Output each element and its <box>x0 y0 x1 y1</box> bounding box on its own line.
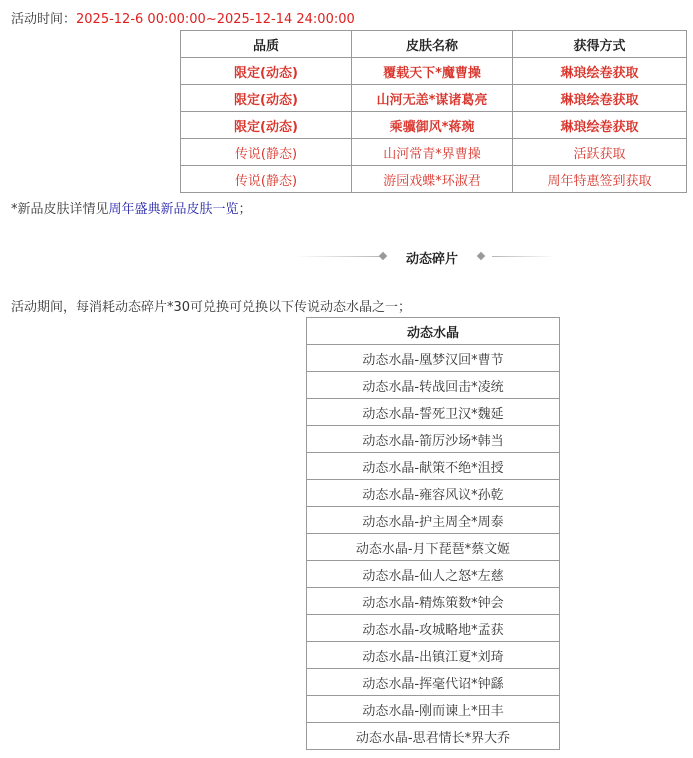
table-row <box>181 58 687 85</box>
skin-quality: 传说(静态) <box>181 139 352 166</box>
table-row <box>307 372 560 399</box>
skin-name: 覆载天下*魔曹操 <box>352 58 513 85</box>
exchange-rule-text: 活动期间，每消耗动态碎片*30可兑换可兑换以下传说动态水晶之一； <box>11 300 412 315</box>
event-time-line <box>11 8 355 27</box>
skin-table <box>180 30 687 193</box>
header-quality: 品质 <box>181 31 352 58</box>
table-row <box>307 399 560 426</box>
crystal-table-header: 动态水晶 <box>307 318 560 345</box>
table-row <box>307 642 560 669</box>
crystal-table-header-row <box>307 318 560 345</box>
skin-name: 山河常青*界曹操 <box>352 139 513 166</box>
table-row <box>307 453 560 480</box>
crystal-item: 动态水晶-转战回击*凌统 <box>307 372 560 399</box>
skin-note <box>11 198 252 217</box>
skin-quality: 限定(动态) <box>181 58 352 85</box>
note-suffix: ； <box>238 202 252 217</box>
header-obtain-method: 获得方式 <box>513 31 687 58</box>
skin-quality: 传说(静态) <box>181 166 352 193</box>
skin-obtain: 活跃获取 <box>513 139 687 166</box>
header-skin-name: 皮肤名称 <box>352 31 513 58</box>
table-row <box>307 507 560 534</box>
skin-obtain: 周年特惠签到获取 <box>513 166 687 193</box>
skin-obtain: 琳琅绘卷获取 <box>513 112 687 139</box>
crystal-item: 动态水晶-雍容风议*孙乾 <box>307 480 560 507</box>
crystal-item: 动态水晶-献策不绝*沮授 <box>307 453 560 480</box>
table-row <box>307 561 560 588</box>
table-row <box>307 615 560 642</box>
table-row <box>307 669 560 696</box>
skin-obtain: 琳琅绘卷获取 <box>513 85 687 112</box>
skin-obtain: 琳琅绘卷获取 <box>513 58 687 85</box>
table-row <box>181 85 687 112</box>
table-row <box>181 139 687 166</box>
event-time-label: 活动时间： <box>11 12 77 27</box>
diamond-icon <box>477 252 485 260</box>
skin-quality: 限定(动态) <box>181 112 352 139</box>
skin-name: 山河无恙*谋诸葛亮 <box>352 85 513 112</box>
table-row <box>307 480 560 507</box>
crystal-item: 动态水晶-挥毫代诏*钟繇 <box>307 669 560 696</box>
crystal-item: 动态水晶-攻城略地*孟获 <box>307 615 560 642</box>
crystal-item: 动态水晶-刚而谏上*田丰 <box>307 696 560 723</box>
section-title: 动态碎片 <box>406 252 459 267</box>
table-row <box>181 166 687 193</box>
crystal-item: 动态水晶-出镇江夏*刘琦 <box>307 642 560 669</box>
crystal-item: 动态水晶-箭厉沙场*韩当 <box>307 426 560 453</box>
note-prefix: *新品皮肤详情见 <box>11 202 109 217</box>
crystal-item: 动态水晶-思君情长*界大乔 <box>307 723 560 750</box>
new-skins-link[interactable]: 周年盛典新品皮肤一览 <box>108 202 239 217</box>
table-row <box>181 112 687 139</box>
divider-rule-right <box>492 256 556 257</box>
table-row <box>307 723 560 750</box>
skin-name: 乘骥御风*蒋琬 <box>352 112 513 139</box>
crystal-item: 动态水晶-月下琵琶*蔡文姬 <box>307 534 560 561</box>
table-row <box>307 534 560 561</box>
crystal-item: 动态水晶-护主周全*周泰 <box>307 507 560 534</box>
skin-quality: 限定(动态) <box>181 85 352 112</box>
table-row <box>307 345 560 372</box>
table-row <box>307 588 560 615</box>
crystal-table <box>306 317 560 750</box>
diamond-icon <box>379 252 387 260</box>
event-time-range: 2025-12-6 00:00:00~2025-12-14 24:00:00 <box>76 12 355 27</box>
crystal-item: 动态水晶-凰梦汉回*曹节 <box>307 345 560 372</box>
crystal-item: 动态水晶-精炼策数*钟会 <box>307 588 560 615</box>
crystal-item: 动态水晶-仙人之怒*左慈 <box>307 561 560 588</box>
table-row <box>307 696 560 723</box>
table-row <box>307 426 560 453</box>
skin-table-header-row <box>181 31 687 58</box>
crystal-item: 动态水晶-誓死卫汉*魏延 <box>307 399 560 426</box>
skin-name: 游园戏蝶*环淑君 <box>352 166 513 193</box>
section-divider <box>296 247 556 267</box>
divider-rule-left <box>296 256 382 257</box>
